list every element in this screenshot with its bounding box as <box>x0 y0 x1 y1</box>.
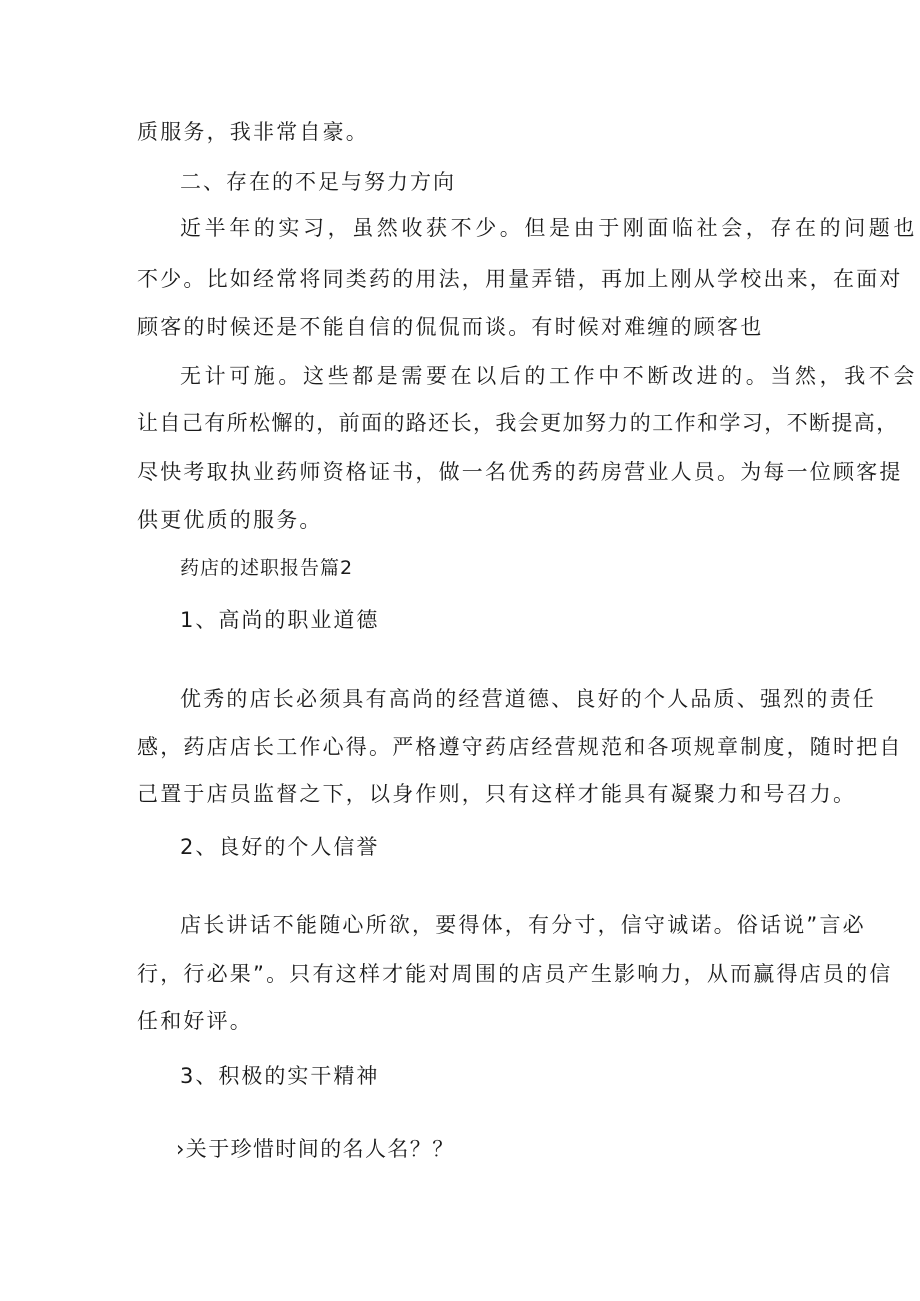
section-heading: 1、高尚的职业道德 <box>180 608 380 632</box>
section-heading: 3、积极的实干精神 <box>180 1064 380 1088</box>
article-title: 药店的述职报告篇2 <box>180 557 354 579</box>
paragraph-line: 尽快考取执业药师资格证书，做一名优秀的药房营业人员。为每一位顾客提 <box>137 460 903 484</box>
paragraph-line: 己置于店员监督之下，以身作则，只有这样才能具有凝聚力和号召力。 <box>137 782 857 806</box>
paragraph-line: 感，药店店长工作心得。严格遵守药店经营规范和各项规章制度，随时把自 <box>137 735 903 759</box>
paragraph-line: 近半年的实习，虽然收获不少。但是由于刚面临社会，存在的问题也 <box>180 216 918 240</box>
paragraph-line: 任和好评。 <box>137 1009 253 1033</box>
section-heading: 2、良好的个人信誉 <box>180 835 380 859</box>
paragraph-line: 优秀的店长必须具有高尚的经营道德、良好的个人品质、强烈的责任 <box>180 687 876 711</box>
paragraph-line: 行，行必果”。只有这样才能对周围的店员产生影响力，从而赢得店员的信 <box>137 962 893 986</box>
paragraph-line: 让自己有所松懈的，前面的路还长，我会更加努力的工作和学习，不断提高， <box>137 411 899 435</box>
paragraph-line: 顾客的时候还是不能自信的侃侃而谈。有时候对难缠的顾客也 <box>137 315 764 339</box>
section-heading: 二、存在的不足与努力方向 <box>180 170 456 194</box>
paragraph-line: ›关于珍惜时间的名人名？？ <box>176 1137 455 1161</box>
paragraph-line: 无计可施。这些都是需要在以后的工作中不断改进的。当然，我不会 <box>180 364 918 388</box>
paragraph-line: 质服务，我非常自豪。 <box>137 120 369 144</box>
paragraph-line: 店长讲话不能随心所欲，要得体，有分寸，信守诚诺。俗话说”言必 <box>180 913 866 937</box>
paragraph-line: 不少。比如经常将同类药的用法，用量弄错，再加上刚从学校出来，在面对 <box>137 267 903 291</box>
paragraph-line: 供更优质的服务。 <box>137 508 323 532</box>
